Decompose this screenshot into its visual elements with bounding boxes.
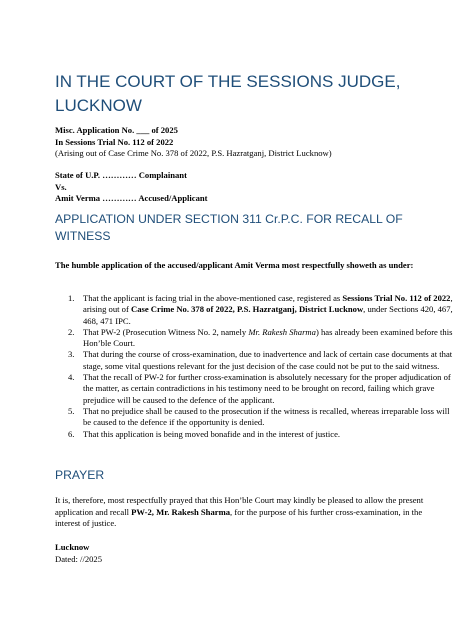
application-title: APPLICATION UNDER SECTION 311 Cr.P.C. FOR RECALL OF WITNESS (55, 212, 403, 243)
list-number: 4. (68, 372, 75, 383)
numbered-points-list (55, 293, 453, 440)
list-item (68, 326, 453, 350)
date-line: Dated: //2025 (55, 553, 103, 564)
signature-block (55, 542, 255, 565)
complainant-line (55, 170, 445, 182)
witness-name: Mr. Rakesh Sharma (248, 326, 316, 337)
point-text: , arising out of (83, 293, 453, 315)
parties-block (55, 170, 445, 205)
point-text: , under Sections 420, 467, 468, 471 IPC. (83, 304, 453, 326)
accused-leader-dots: ………… (102, 193, 137, 203)
accused-line (55, 193, 445, 205)
list-number: 6. (68, 428, 75, 439)
state-name: State of U.P. (55, 170, 103, 180)
accused-name: Amit Verma (55, 193, 103, 203)
court-title: IN THE COURT OF THE SESSIONS JUDGE, LUCKNOW (55, 72, 401, 115)
point-text: ) has already been examined before this Hon’ble Court. (83, 326, 453, 349)
list-item (68, 372, 453, 406)
point-text: That the recall of PW-2 for further cross-examination is absolutely necessary for the proper adjudication of the matter, as certain contradictions in his testimony need to be brought on record, failing which grave prejudice will be caused to the defence of the applicant. (83, 372, 451, 405)
accused-role: Accused/Applicant (136, 193, 208, 203)
prayer-emphasis: PW-2, Mr. Rakesh Sharma (131, 506, 231, 517)
arising-out-line: (Arising out of Case Crime No. 378 of 2022, P.S. Hazratganj, District Lucknow) (55, 148, 332, 158)
intro-paragraph: The humble application of the accused/applicant Amit Verma most respectfully showeth as under: (55, 260, 414, 270)
list-item (68, 428, 453, 440)
versus-label: Vs. (55, 181, 67, 192)
prayer-text: It is, therefore, most respectfully prayed that this Hon’ble Court may kindly be pleased to allow the present application and recall (55, 495, 424, 517)
prayer-text: , for the purpose of his further cross-examination, in the interest of justice. (55, 506, 423, 528)
case-reference-block (55, 125, 445, 160)
list-number: 3. (68, 349, 75, 360)
sessions-trial-number: In Sessions Trial No. 112 of 2022 (55, 136, 174, 147)
point-text: That during the course of cross-examination, due to inadvertence and lack of certain case documents at that stage, some vital questions relevant for the just decision of the case could not be put to the said witness. (83, 349, 453, 371)
list-number: 5. (68, 405, 75, 416)
point-emphasis: Sessions Trial No. 112 of 2022 (342, 293, 451, 303)
point-text: That no prejudice shall be caused to the prosecution if the witness is recalled, whereas irreparable loss will be caused to the defence if the opportunity is denied. (83, 405, 450, 428)
point-text: That this application is being moved bonafide and in the interest of justice. (83, 428, 341, 439)
misc-application-number: Misc. Application No. ___ of 2025 (55, 125, 178, 135)
list-number: 2. (68, 326, 75, 337)
list-number: 1. (68, 293, 75, 303)
point-text: That the applicant is facing trial in the above-mentioned case, registered as (83, 293, 343, 303)
point-text: That PW-2 (Prosecution Witness No. 2, namely (83, 326, 249, 337)
prayer-heading: PRAYER (55, 468, 105, 482)
list-item (68, 293, 453, 327)
list-item (68, 349, 453, 372)
point-emphasis: Case Crime No. 378 of 2022, P.S. Hazratganj, District Lucknow (130, 304, 364, 315)
state-leader-dots: ………… (102, 170, 137, 180)
prayer-paragraph (55, 495, 425, 530)
list-item (68, 405, 453, 429)
place-label: Lucknow (55, 542, 90, 552)
complainant-role: Complainant (136, 170, 187, 180)
